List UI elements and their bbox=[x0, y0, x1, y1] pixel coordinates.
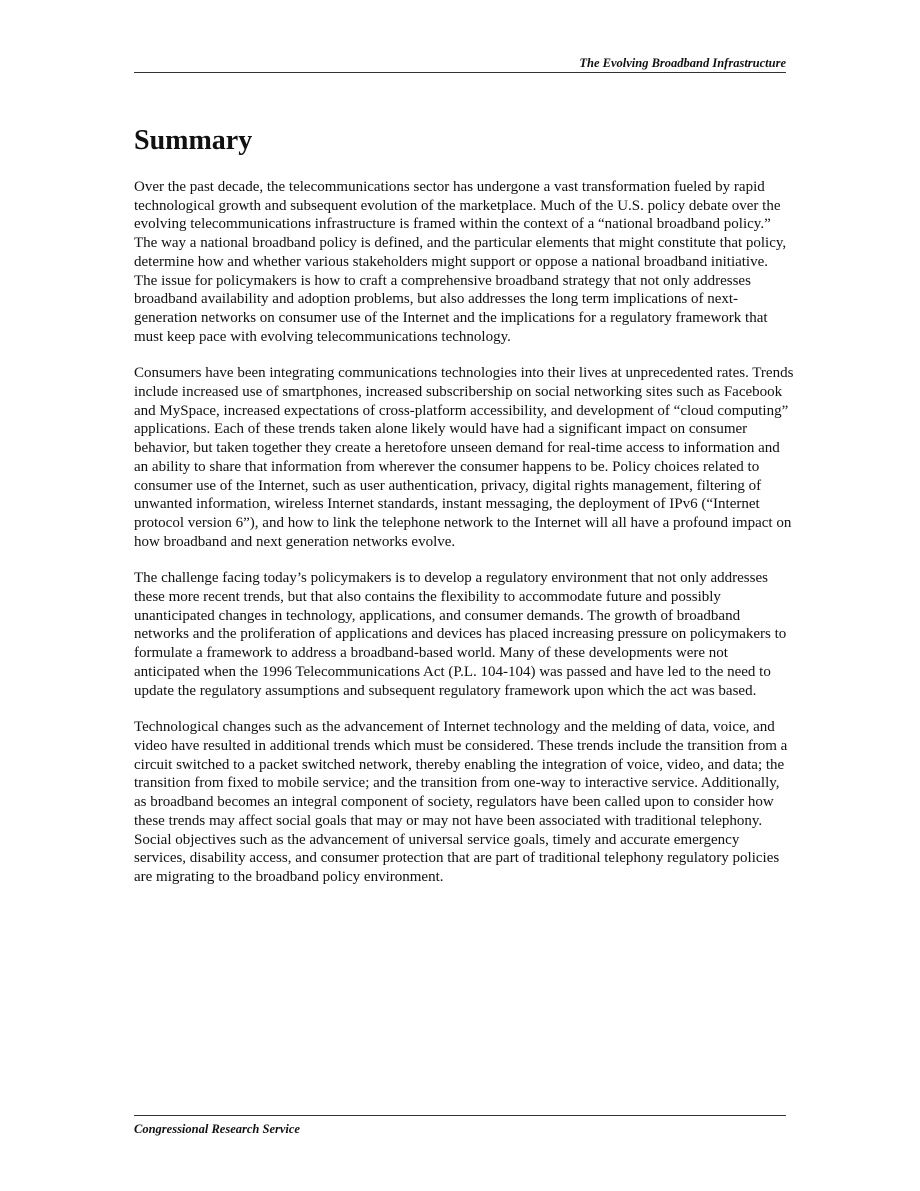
footer-publisher: Congressional Research Service bbox=[134, 1122, 300, 1136]
summary-paragraph-2: Consumers have been integrating communications technologies into their lives at unprecedented rates. Trends include increased use of smartphones, increased subscribership on social networking sites such as Facebook and MySpace, increased expectations of cross-platform accessibility, and development of “cloud computing” applications. Each of these trends taken alone likely would have had a significant impact on consumer behavior, but taken together they create a heretofore unseen demand for real-time access to information and an ability to share that information from wherever the consumer happens to be. Policy choices related to consumer use of the Internet, such as user authentication, privacy, digital rights management, filtering of unwanted information, wireless Internet standards, instant messaging, the deployment of IPv6 (“Internet protocol version 6”), and how to link the telephone network to the Internet will all have a profound impact on how broadband and next generation networks evolve. bbox=[134, 365, 794, 550]
running-footer bbox=[134, 1115, 786, 1136]
summary-paragraph-1: Over the past decade, the telecommunications sector has undergone a vast transformation fueled by rapid technological growth and subsequent evolution of the marketplace. Much of the U.S. policy debate over the evolving telecommunications infrastructure is framed within the context of a “national broadband policy.” The way a national broadband policy is defined, and the particular elements that might constitute that policy, determine how and whether various stakeholders might support or oppose a national broadband initiative. The issue for policymakers is how to craft a comprehensive broadband strategy that not only addresses broadband availability and adoption problems, but also addresses the long term implications of next-generation networks on consumer use of the Internet and the implications for a regulatory framework that must keep pace with evolving telecommunications technology. bbox=[134, 179, 787, 345]
summary-paragraph-4: Technological changes such as the advancement of Internet technology and the melding of data, voice, and video have resulted in additional trends which must be considered. These trends include the transition from a circuit switched to a packet switched network, thereby enabling the integration of voice, video, and data; the transition from fixed to mobile service; and the transition from one-way to interactive service. Additionally, as broadband becomes an integral component of society, regulators have been called upon to consider how these trends may affect social goals that may or may not have been associated with traditional telephony. Social objectives such as the advancement of universal service goals, timely and accurate emergency services, disability access, and consumer protection that are part of traditional telephony regulatory policies are migrating to the broadband policy environment. bbox=[134, 719, 788, 885]
summary-body bbox=[134, 178, 794, 905]
running-header bbox=[134, 56, 786, 73]
page-title: Summary bbox=[134, 125, 253, 156]
running-header-title: The Evolving Broadband Infrastructure bbox=[579, 56, 786, 70]
summary-paragraph-3: The challenge facing today’s policymakers is to develop a regulatory environment that not only addresses these more recent trends, but that also contains the flexibility to accommodate future and possibly unanticipated changes in technology, applications, and consumer demands. The growth of broadband networks and the proliferation of applications and devices has placed increasing pressure on policymakers to formulate a framework to address a broadband-based world. Many of these developments were not anticipated when the 1996 Telecommunications Act (P.L. 104-104) was passed and have led to the need to update the regulatory assumptions and subsequent regulatory framework upon which the act was based. bbox=[134, 570, 787, 699]
